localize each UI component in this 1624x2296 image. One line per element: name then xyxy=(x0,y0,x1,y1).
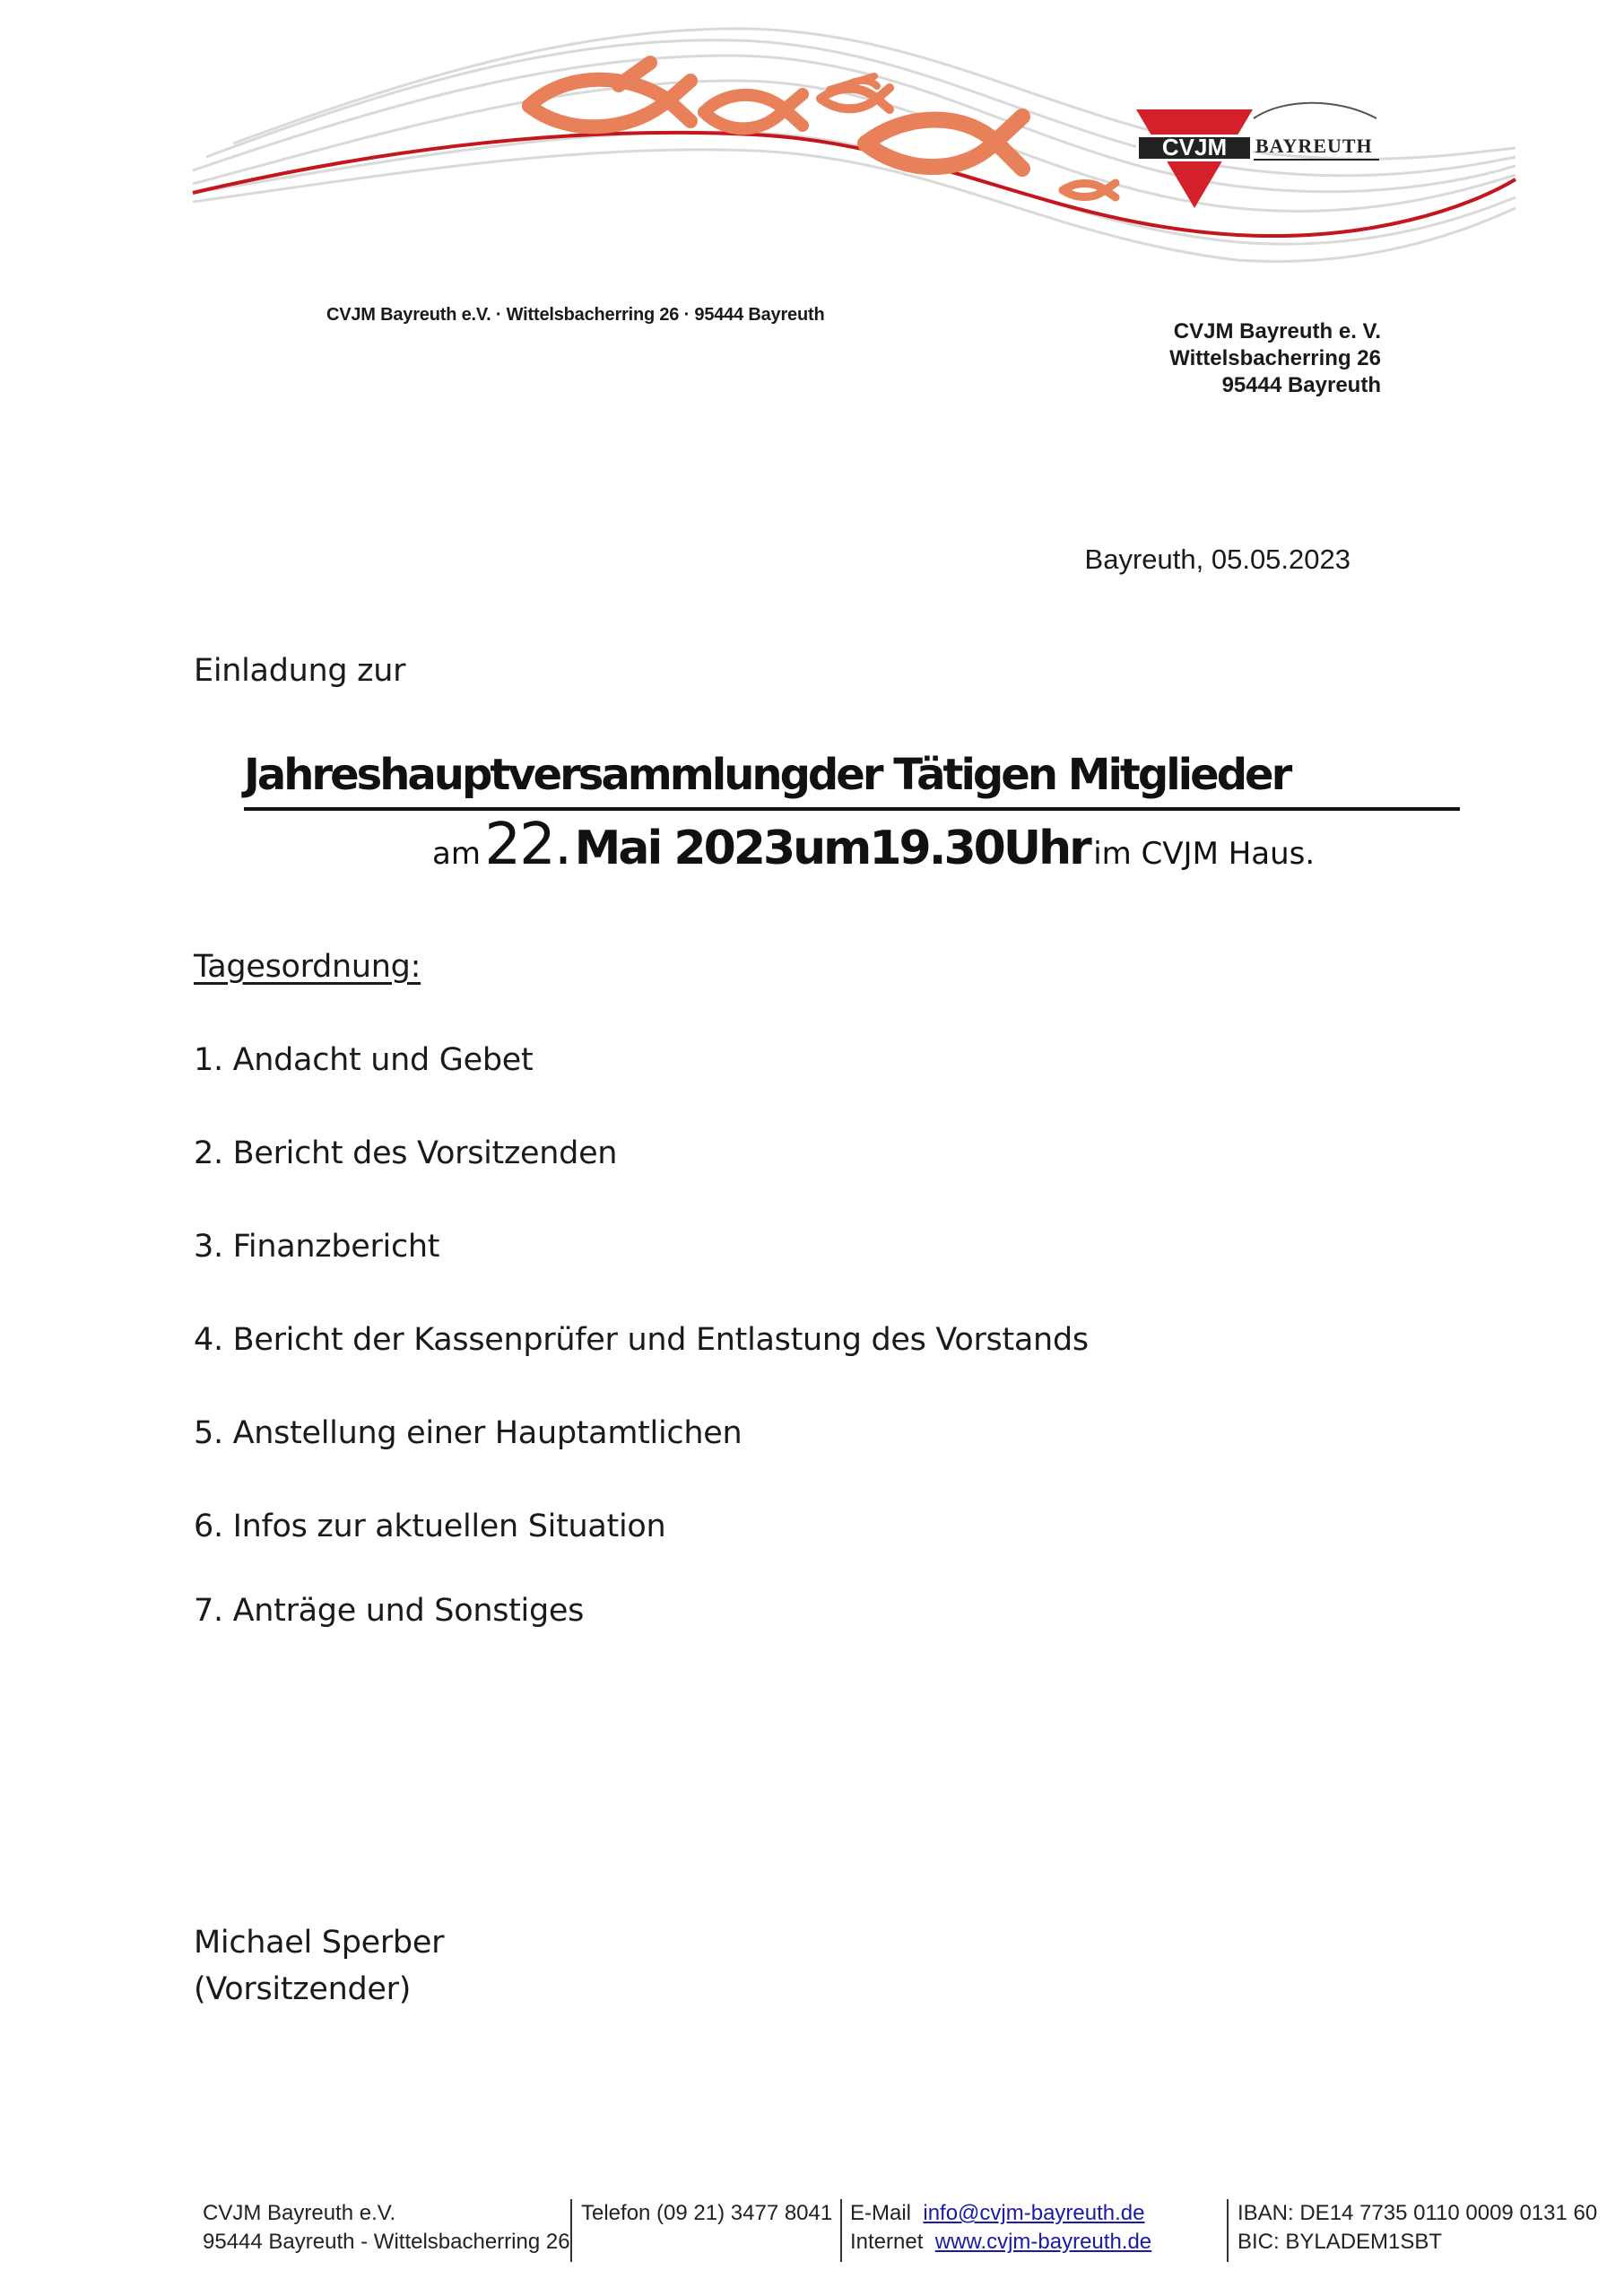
footer-organization xyxy=(203,2199,570,2257)
footer-divider xyxy=(570,2199,572,2262)
sender-address-line: CVJM Bayreuth e.V. · Wittelsbacherring 26 · 95444 Bayreuth xyxy=(326,305,825,325)
letter-date: Bayreuth, 05.05.2023 xyxy=(1084,544,1350,575)
meeting-date-line xyxy=(432,812,1315,878)
signature-name: Michael Sperber xyxy=(194,1925,445,1961)
agenda-item-3: 3. Finanzbericht xyxy=(194,1229,440,1265)
headline-text: Jahreshauptversammlungder Tätigen Mitglieder xyxy=(244,750,1290,800)
agenda-title: Tagesordnung: xyxy=(194,949,421,985)
when-uhr: Uhr xyxy=(1003,822,1090,875)
letterhead-banner xyxy=(0,0,1624,287)
intro-text: Einladung zur xyxy=(194,653,406,689)
footer-org-line-1: CVJM Bayreuth e.V. xyxy=(203,2201,396,2225)
agenda-item-2: 2. Bericht des Vorsitzenden xyxy=(194,1135,618,1171)
when-um: um xyxy=(793,822,870,875)
signature-block xyxy=(194,1919,444,2013)
agenda-item-5: 5. Anstellung einer Hauptamtlichen xyxy=(194,1415,743,1451)
recipient-line-3: 95444 Bayreuth xyxy=(1221,373,1381,397)
footer-org-line-2: 95444 Bayreuth - Wittelsbacherring 26 xyxy=(203,2230,570,2254)
footer-iban: IBAN: DE14 7735 0110 0009 0131 60 xyxy=(1238,2201,1598,2225)
footer-email-link[interactable]: info@cvjm-bayreuth.de xyxy=(923,2201,1145,2225)
agenda-item-1: 1. Andacht und Gebet xyxy=(194,1042,534,1078)
recipient-line-2: Wittelsbacherring 26 xyxy=(1169,346,1381,370)
footer-internet-label: Internet xyxy=(850,2230,924,2254)
logo-city-text: BAYREUTH xyxy=(1255,135,1373,157)
logo-brand-text: CVJM xyxy=(1161,134,1228,161)
footer-bic: BIC: BYLADEM1SBT xyxy=(1238,2230,1443,2254)
when-time: 19.30 xyxy=(869,822,1003,875)
footer-divider xyxy=(840,2199,842,2262)
when-prefix: am xyxy=(432,836,481,872)
agenda-item-4: 4. Bericht der Kassenprüfer und Entlastung des Vorstands xyxy=(194,1322,1089,1358)
agenda-item-6: 6. Infos zur aktuellen Situation xyxy=(194,1509,666,1544)
footer-bank xyxy=(1238,2199,1597,2257)
footer-contact xyxy=(850,2199,1151,2257)
agenda-item-7: 7. Anträge und Sonstiges xyxy=(194,1593,585,1629)
meeting-headline xyxy=(244,750,1460,811)
signature-role: (Vorsitzender) xyxy=(194,1971,412,2007)
when-place: im CVJM Haus. xyxy=(1093,836,1316,872)
recipient-address xyxy=(1058,318,1381,399)
recipient-line-1: CVJM Bayreuth e. V. xyxy=(1173,319,1381,344)
footer-email-label: E-Mail xyxy=(850,2201,912,2225)
footer-website-link[interactable]: www.cvjm-bayreuth.de xyxy=(934,2230,1152,2254)
when-day: 22. xyxy=(484,812,571,878)
footer-phone: Telefon (09 21) 3477 8041 xyxy=(581,2201,833,2225)
when-month-year: Mai 2023 xyxy=(574,822,794,875)
footer-divider xyxy=(1227,2199,1229,2262)
